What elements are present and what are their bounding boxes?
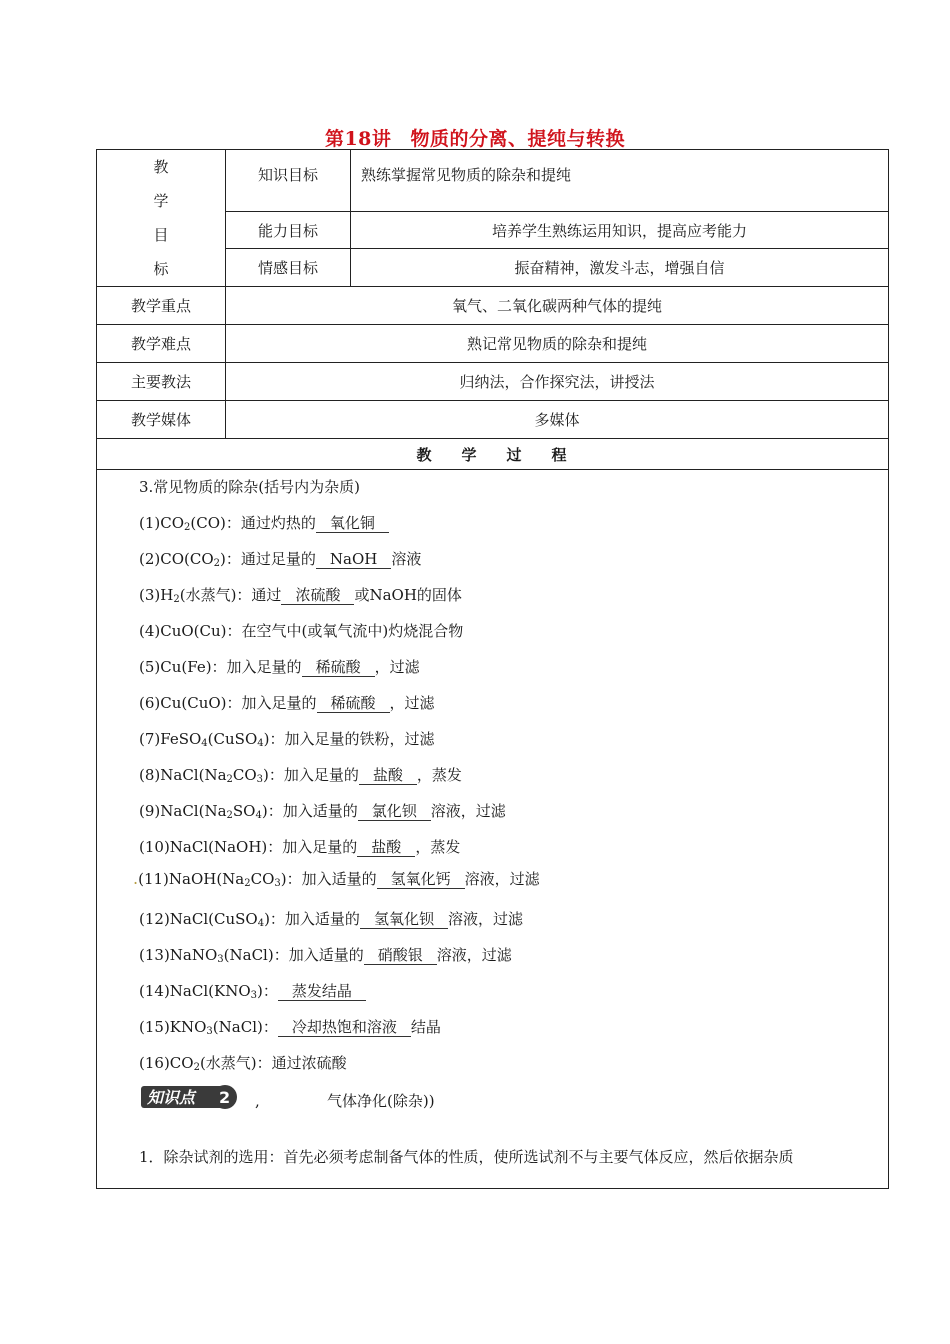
list-item: (5)Cu(Fe)：加入足量的 稀硫酸 ，过滤 — [139, 658, 420, 676]
objective-name: 知识目标 — [226, 150, 351, 212]
list-item: $(14)NaCl(KNO_3)$： 蒸发结晶 — [139, 980, 366, 1001]
objective-name: 能力目标 — [226, 212, 351, 249]
list-item: $(1)CO_2(CO)$：通过灼热的 氧化铜 — [139, 512, 389, 533]
info-value: 氧气、二氧化碳两种气体的提纯 — [226, 287, 889, 325]
info-value: 多媒体 — [226, 401, 889, 439]
knowledge-point-badge — [141, 1082, 239, 1112]
list-item: (4)CuO(Cu)：在空气中(或氧气流中)灼烧混合物 — [139, 622, 464, 640]
badge-comma: , — [255, 1092, 260, 1110]
objective-value: 培养学生熟练运用知识，提高应考能力 — [351, 212, 889, 249]
list-item: $(9)NaCl(Na_2SO_4)$：加入适量的 氯化钡 溶液，过滤 — [139, 802, 506, 821]
svg-text:2: 2 — [219, 1088, 231, 1107]
answer-blank: 盐酸 — [359, 767, 417, 785]
answer-blank: 浓硫酸 — [281, 587, 354, 605]
objectives-label: 教 学 目 标 — [97, 150, 226, 287]
stray-mark: . — [133, 869, 139, 888]
answer-blank: 盐酸 — [357, 839, 415, 857]
list-item: $(8)NaCl(Na_2CO_3)$：加入足量的 盐酸 ，蒸发 — [139, 766, 462, 785]
page-title — [0, 124, 950, 151]
answer-blank: 氧化铜 — [316, 515, 389, 533]
process-content — [97, 470, 889, 1189]
lecture-number: 第18讲 — [324, 128, 392, 150]
info-value: 熟记常见物质的除杂和提纯 — [226, 325, 889, 363]
answer-blank: 氢氧化钡 — [360, 911, 448, 929]
info-value: 归纳法，合作探究法，讲授法 — [226, 363, 889, 401]
process-header: 教学过程 — [97, 439, 889, 470]
answer-blank: 稀硫酸 — [302, 659, 375, 677]
section-heading: 3.常见物质的除杂(括号内为杂质) — [139, 478, 361, 496]
list-item: (6)Cu(CuO)：加入足量的 稀硫酸 ，过滤 — [139, 694, 435, 712]
answer-blank: 氯化钡 — [358, 803, 431, 821]
list-item: $(15)KNO_3(NaCl)$： 冷却热饱和溶液 结晶 — [139, 1018, 441, 1037]
info-label: 主要教法 — [97, 363, 226, 401]
list-item: $(3)H_2$(水蒸气)：通过 浓硫酸 或NaOH的固体 — [139, 586, 462, 605]
svg-text:知识点: 知识点 — [147, 1088, 196, 1107]
info-label: 教学难点 — [97, 325, 226, 363]
lecture-topic: 物质的分离、提纯与转换 — [410, 128, 626, 150]
list-item: $.(11)NaOH(Na_2CO_3)$：加入适量的 氢氧化钙 溶液，过滤 — [133, 869, 540, 889]
knowledge-point-title: 气体净化(除杂)) — [327, 1092, 435, 1110]
objective-value: 熟练掌握常见物质的除杂和提纯 — [351, 150, 889, 212]
info-label: 教学媒体 — [97, 401, 226, 439]
list-item: $(16)CO_2$(水蒸气)：通过浓硫酸 — [139, 1054, 347, 1073]
answer-blank: 稀硫酸 — [317, 695, 390, 713]
objective-value: 振奋精神，激发斗志，增强自信 — [351, 249, 889, 287]
objective-name: 情感目标 — [226, 249, 351, 287]
answer-blank: 蒸发结晶 — [278, 983, 366, 1001]
list-item: (10)NaCl(NaOH)：加入足量的 盐酸 ，蒸发 — [139, 838, 461, 856]
paragraph-text: 1．除杂试剂的选用：首先必须考虑制备气体的性质，使所选试剂不与主要气体反应，然后依据杂质 — [139, 1148, 794, 1166]
answer-blank: 冷却热饱和溶液 — [278, 1019, 411, 1037]
list-item: (12)NaCl(CuSO$_4$)：加入适量的 氢氧化钡 溶液，过滤 — [139, 910, 523, 929]
answer-blank: 氢氧化钙 — [377, 871, 465, 889]
answer-blank: NaOH — [316, 551, 391, 569]
info-label: 教学重点 — [97, 287, 226, 325]
knowledge-point-icon — [141, 1082, 239, 1112]
lesson-plan-table — [96, 149, 889, 1189]
answer-blank: 硝酸银 — [364, 947, 437, 965]
list-item: $(2)CO(CO_2)$：通过足量的 NaOH 溶液 — [139, 550, 422, 569]
list-item: (7)FeSO$_4$(CuSO$_4$)：加入足量的铁粉，过滤 — [139, 730, 435, 749]
list-item: (13)NaNO$_3$(NaCl)：加入适量的 硝酸银 溶液，过滤 — [139, 946, 512, 965]
